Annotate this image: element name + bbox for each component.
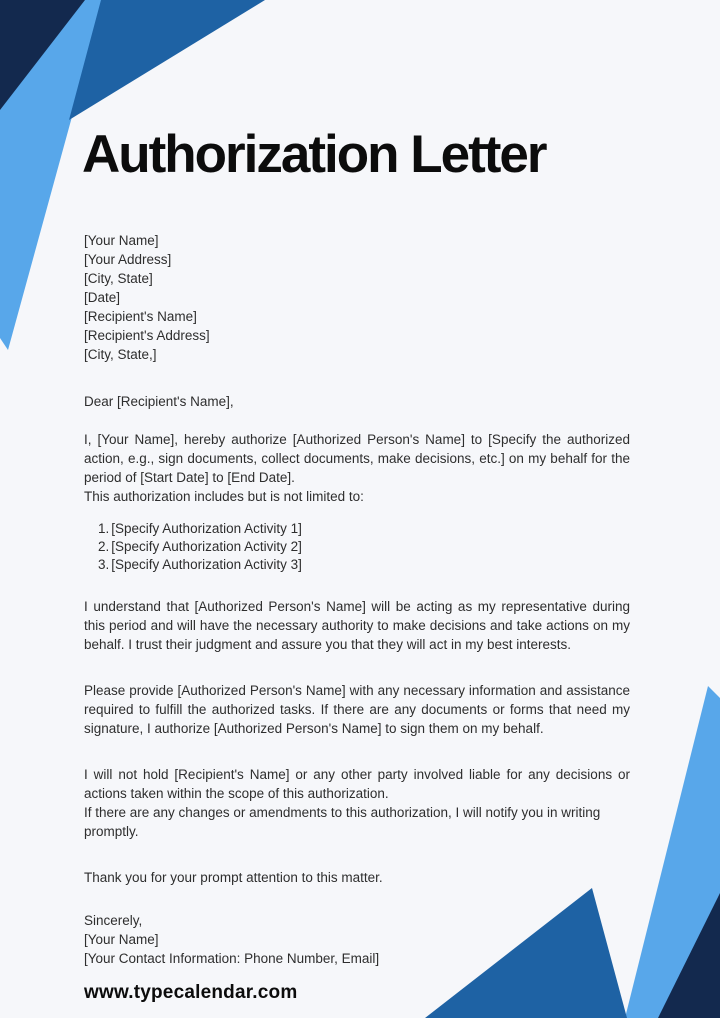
list-item-text: [Specify Authorization Activity 1]	[111, 521, 302, 536]
list-item-number: 2.	[98, 539, 110, 554]
sender-city-state-placeholder: [City, State]	[84, 271, 153, 286]
list-item	[98, 556, 630, 574]
list-item-text: [Specify Authorization Activity 2]	[111, 539, 302, 554]
salutation: Dear [Recipient's Name],	[84, 394, 234, 409]
address-block	[84, 231, 630, 364]
paragraph-representative: I understand that [Authorized Person's Name] will be acting as my representative during this period and will have the necessary authority to make decisions and take actions on my behalf. I trust their judgment and assure you that they will act in my best interests.	[84, 599, 630, 652]
signoff-contact-placeholder: [Your Contact Information: Phone Number, Email]	[84, 951, 380, 966]
recipient-city-state-placeholder: [City, State,]	[84, 347, 157, 362]
signoff-block	[84, 911, 630, 968]
recipient-address-placeholder: [Recipient's Address]	[84, 328, 210, 343]
paragraph-authorization: I, [Your Name], hereby authorize [Authorized Person's Name] to [Specify the authorized action, e.g., sign documents, collect documents, make decisions, etc.] on my behalf for the period of [Start Date] to [End Date].	[84, 432, 630, 485]
list-item	[98, 538, 630, 556]
paragraph-liability: I will not hold [Recipient's Name] or any other party involved liable for any decisions or actions taken within the scope of this authorization.	[84, 767, 630, 801]
recipient-name-placeholder: [Recipient's Name]	[84, 309, 197, 324]
signoff-sincerely: Sincerely,	[84, 913, 143, 928]
paragraph-includes: This authorization includes but is not limited to:	[84, 489, 364, 504]
list-item	[98, 520, 630, 538]
list-item-number: 1.	[98, 521, 110, 536]
authorization-activities-list	[84, 520, 630, 574]
website-url: www.typecalendar.com	[84, 982, 298, 1003]
list-item-text: [Specify Authorization Activity 3]	[111, 557, 302, 572]
sender-name-placeholder: [Your Name]	[84, 233, 159, 248]
letter-body	[84, 231, 630, 968]
list-item-number: 3.	[98, 557, 110, 572]
top-left-blue-triangle-icon	[69, 0, 265, 120]
page-title: Authorization Letter	[82, 125, 546, 184]
sender-address-placeholder: [Your Address]	[84, 252, 172, 267]
paragraph-provide-assistance: Please provide [Authorized Person's Name] with any necessary information and assistance required to fulfill the authorized tasks. If there are any documents or forms that need my signature, I authorize [Authorized Person's Name] to sign them on my behalf.	[84, 683, 630, 736]
paragraph-amendments: If there are any changes or amendments to this authorization, I will notify you in writing promptly.	[84, 805, 601, 839]
closing-thanks: Thank you for your prompt attention to this matter.	[84, 870, 383, 885]
date-placeholder: [Date]	[84, 290, 121, 305]
signoff-name-placeholder: [Your Name]	[84, 932, 159, 947]
